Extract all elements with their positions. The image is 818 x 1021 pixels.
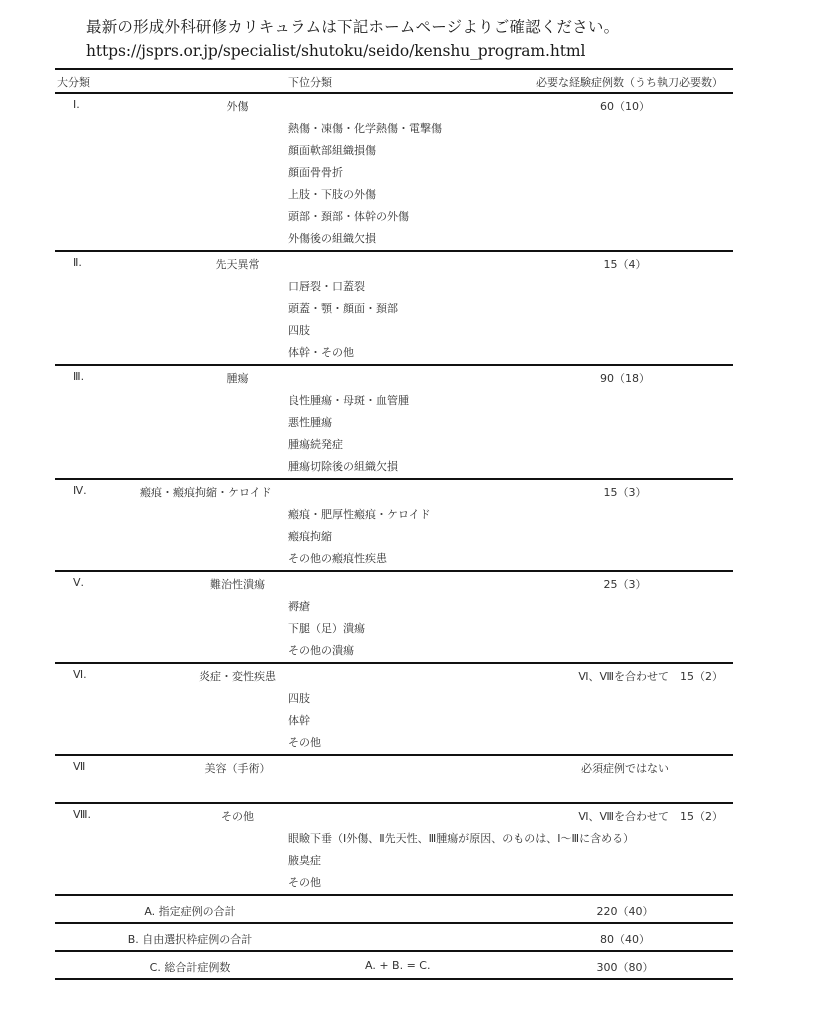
category-number: Ⅳ. xyxy=(73,484,87,497)
category-group xyxy=(55,664,733,754)
major-category: 外傷 xyxy=(226,100,249,113)
summary-rows xyxy=(55,896,733,980)
table-row xyxy=(55,546,733,568)
category-group xyxy=(55,480,733,570)
table-row xyxy=(55,870,733,892)
category-number: Ⅱ. xyxy=(73,256,82,269)
header-subcategory: 下位分類 xyxy=(288,76,332,89)
category-group xyxy=(55,804,733,894)
table-row xyxy=(55,616,733,638)
subcategory: 顔面軟部組織損傷 xyxy=(288,144,376,157)
category-number: Ⅲ. xyxy=(73,370,85,383)
subcategory: 外傷後の組織欠損 xyxy=(288,232,376,245)
subcategory: 体幹 xyxy=(288,714,310,727)
subcategory: 口唇裂・口蓋裂 xyxy=(288,280,365,293)
table-row xyxy=(55,226,733,248)
table-row xyxy=(55,160,733,182)
major-category: 先天異常 xyxy=(215,258,260,271)
required-case-count: 15（4） xyxy=(603,258,647,271)
subcategory: 四肢 xyxy=(288,692,310,705)
major-category: 美容（手術） xyxy=(204,762,271,775)
required-case-count: 60（10） xyxy=(600,100,650,113)
subcategory: 下腿（足）潰瘍 xyxy=(288,622,365,635)
table-row xyxy=(55,524,733,546)
table-row xyxy=(55,454,733,476)
table-row xyxy=(55,730,733,752)
subcategory: 上肢・下肢の外傷 xyxy=(288,188,376,201)
subcategory: 腫瘍切除後の組織欠損 xyxy=(288,460,398,473)
summary-row xyxy=(55,924,733,950)
subcategory: その他の瘢痕性疾患 xyxy=(288,552,387,565)
table-row xyxy=(55,708,733,730)
case-requirements-table xyxy=(55,68,733,980)
subcategory: 腋臭症 xyxy=(288,854,321,867)
summary-label: C. 総合計症例数 xyxy=(149,961,231,974)
table-row xyxy=(55,826,733,848)
table-row xyxy=(55,340,733,362)
table-row xyxy=(55,686,733,708)
subcategory: 頭蓋・顎・顔面・頚部 xyxy=(288,302,398,315)
required-case-count: Ⅵ、Ⅷを合わせて 15（2） xyxy=(578,810,723,823)
major-category: 腫瘍 xyxy=(226,372,249,385)
table-row xyxy=(55,366,733,388)
category-number: Ⅴ. xyxy=(73,576,85,589)
table-row xyxy=(55,756,733,778)
subcategory: 眼瞼下垂（Ⅰ外傷、Ⅱ先天性、Ⅲ腫瘍が原因、のものは、Ⅰ～Ⅲに含める） xyxy=(288,832,635,845)
category-group xyxy=(55,94,733,250)
table-row xyxy=(55,594,733,616)
table-row xyxy=(55,480,733,502)
table-row xyxy=(55,182,733,204)
table-row xyxy=(55,138,733,160)
table-row xyxy=(55,638,733,660)
subcategory: 腫瘍続発症 xyxy=(288,438,343,451)
category-number: Ⅰ. xyxy=(73,98,80,111)
table-row xyxy=(55,318,733,340)
major-category: 炎症・変性疾患 xyxy=(199,670,276,683)
summary-formula: A. + B. = C. xyxy=(365,959,431,972)
table-row xyxy=(55,388,733,410)
table-row xyxy=(55,778,733,800)
table-row xyxy=(55,410,733,432)
category-group xyxy=(55,252,733,364)
table-row xyxy=(55,502,733,524)
table-row xyxy=(55,296,733,318)
summary-count: 220（40） xyxy=(596,905,654,918)
major-category: 瘢痕・瘢痕拘縮・ケロイド xyxy=(140,486,272,499)
summary-count: 80（40） xyxy=(600,933,650,946)
summary-label: A. 指定症例の合計 xyxy=(144,905,236,918)
subcategory: 瘢痕拘縮 xyxy=(288,530,332,543)
subcategory: その他 xyxy=(288,736,321,749)
subcategory: 良性腫瘍・母斑・血管腫 xyxy=(288,394,409,407)
table-row xyxy=(55,664,733,686)
curriculum-url-link[interactable]: https://jsprs.or.jp/specialist/shutoku/seido/kenshu_program.html xyxy=(86,42,586,60)
table-row xyxy=(55,116,733,138)
subcategory: 顔面骨骨折 xyxy=(288,166,343,179)
category-groups xyxy=(55,94,733,896)
subcategory: その他の潰瘍 xyxy=(288,644,354,657)
category-number: Ⅷ. xyxy=(73,808,91,821)
category-group xyxy=(55,572,733,662)
category-number: Ⅵ. xyxy=(73,668,87,681)
required-case-count: Ⅵ、Ⅷを合わせて 15（2） xyxy=(578,670,723,683)
subcategory: 瘢痕・肥厚性瘢痕・ケロイド xyxy=(288,508,431,521)
required-case-count: 90（18） xyxy=(600,372,650,385)
subcategory: 悪性腫瘍 xyxy=(288,416,332,429)
table-row xyxy=(55,572,733,594)
required-case-count: 25（3） xyxy=(603,578,647,591)
summary-label: B. 自由選択枠症例の合計 xyxy=(127,933,253,946)
subcategory: 熱傷・凍傷・化学熱傷・電撃傷 xyxy=(288,122,442,135)
category-group xyxy=(55,756,733,802)
header-major-category: 大分類 xyxy=(57,76,90,89)
category-number: Ⅶ xyxy=(73,760,86,773)
subcategory: 頭部・頚部・体幹の外傷 xyxy=(288,210,409,223)
summary-row xyxy=(55,952,733,978)
summary-count: 300（80） xyxy=(596,961,654,974)
table-header-row xyxy=(55,70,733,92)
table-row xyxy=(55,274,733,296)
subcategory: 体幹・その他 xyxy=(288,346,354,359)
table-row xyxy=(55,204,733,226)
table-row xyxy=(55,432,733,454)
subcategory: 四肢 xyxy=(288,324,310,337)
summary-row xyxy=(55,896,733,922)
subcategory: 褥瘡 xyxy=(288,600,310,613)
intro-text: 最新の形成外科研修カリキュラムは下記ホームページよりご確認ください。 xyxy=(86,18,620,36)
major-category: その他 xyxy=(221,810,254,823)
subcategory: その他 xyxy=(288,876,321,889)
table-row xyxy=(55,252,733,274)
required-case-count: 必須症例ではない xyxy=(581,762,669,775)
table-rule xyxy=(55,978,733,980)
table-row xyxy=(55,804,733,826)
major-category: 難治性潰瘍 xyxy=(210,578,265,591)
table-row xyxy=(55,94,733,116)
header-required-cases: 必要な経験症例数（うち執刀必要数） xyxy=(536,76,723,89)
table-row xyxy=(55,848,733,870)
required-case-count: 15（3） xyxy=(603,486,647,499)
category-group xyxy=(55,366,733,478)
